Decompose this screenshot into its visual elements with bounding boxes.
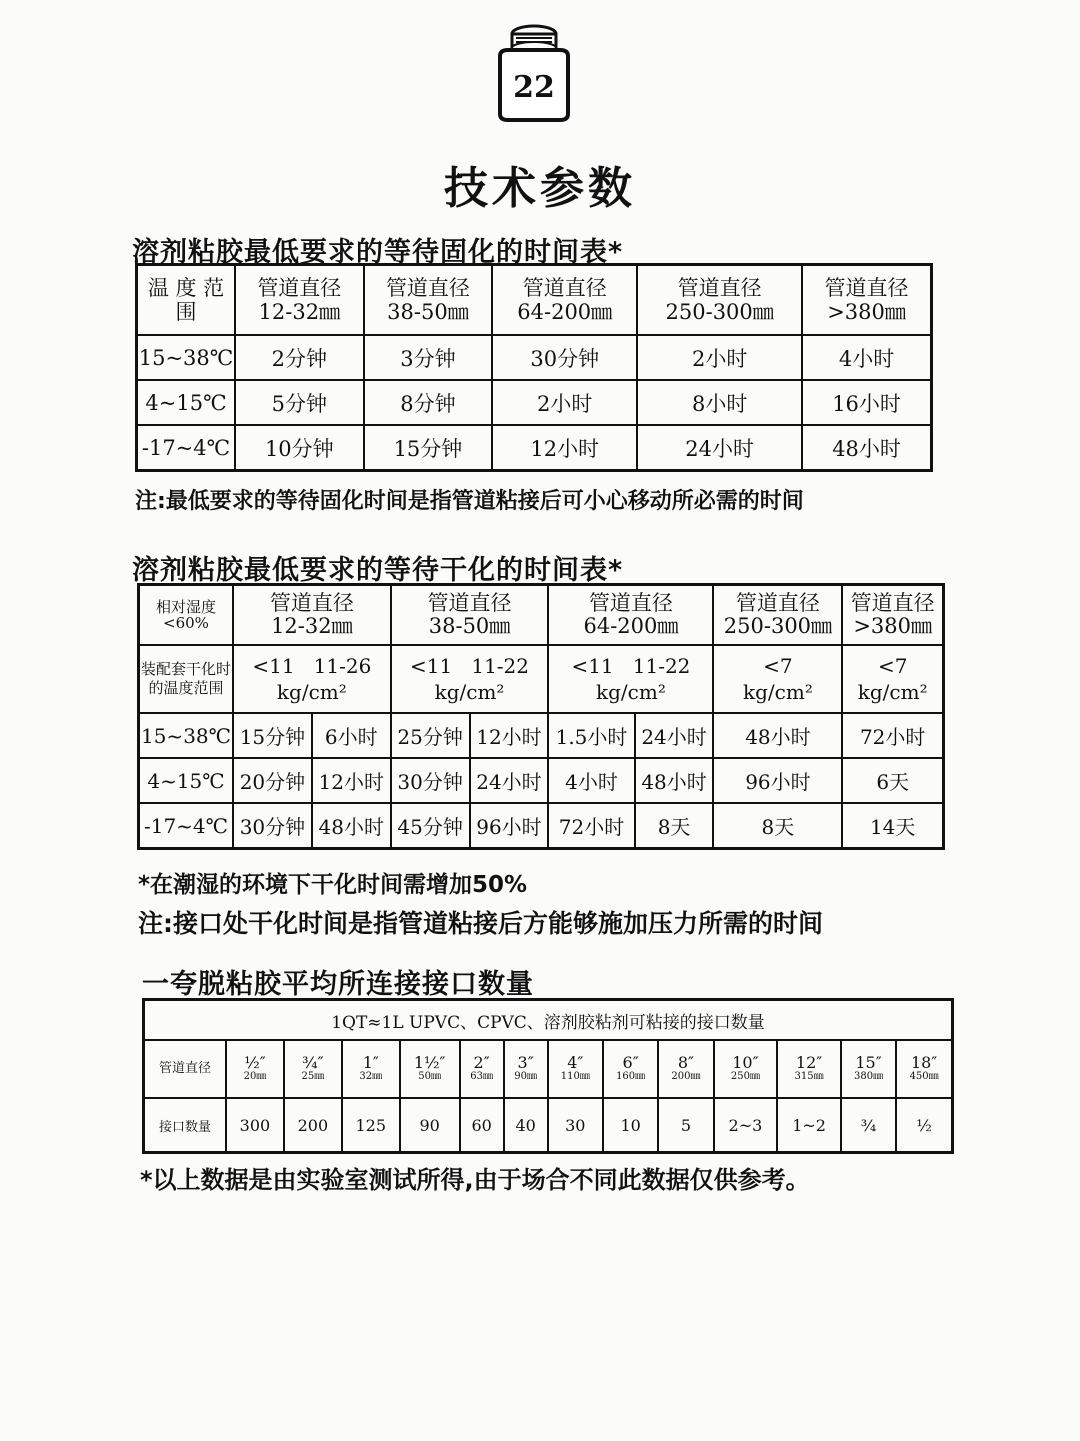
time-cell: 96小时 xyxy=(713,758,842,803)
table-row xyxy=(139,758,944,803)
time-cell: 10分钟 xyxy=(235,425,364,471)
time-cell: 72小时 xyxy=(548,803,634,849)
count-cell: 300 xyxy=(226,1098,284,1153)
time-cell: 5分钟 xyxy=(235,380,364,425)
time-cell: 48小时 xyxy=(312,803,391,849)
header-cell: 管道直径 >380㎜ xyxy=(842,585,943,646)
time-cell: 8天 xyxy=(635,803,714,849)
time-cell: 3分钟 xyxy=(364,335,493,380)
count-cell: 60 xyxy=(460,1098,504,1153)
footer-note: *以上数据是由实验室测试所得,由于场合不同此数据仅供参考。 xyxy=(140,1166,810,1194)
header-cell: 管道直径 38-50㎜ xyxy=(391,585,549,646)
diameter-cell: 3″ 90㎜ xyxy=(504,1040,548,1098)
diameter-cell: 18″ 450㎜ xyxy=(896,1040,952,1098)
time-cell: 20分钟 xyxy=(233,758,312,803)
time-cell: 15分钟 xyxy=(364,425,493,471)
time-cell: 15分钟 xyxy=(233,713,312,758)
table-row xyxy=(139,803,944,849)
time-cell: 2小时 xyxy=(637,335,802,380)
header-cell: 管道直径 12-32㎜ xyxy=(235,265,364,336)
time-cell: 48小时 xyxy=(713,713,842,758)
header-cell: 管道直径 12-32㎜ xyxy=(233,585,391,646)
pressure-cell: <7 kg/cm² xyxy=(713,645,842,713)
time-cell: 8分钟 xyxy=(364,380,493,425)
temp-cell: -17~4℃ xyxy=(139,803,234,849)
time-cell: 24小时 xyxy=(635,713,714,758)
count-cell: 2~3 xyxy=(714,1098,778,1153)
diameter-cell: ½″ 20㎜ xyxy=(226,1040,284,1098)
time-cell: 72小时 xyxy=(842,713,943,758)
count-cell: 1~2 xyxy=(777,1098,841,1153)
header-cell: 管道直径 64-200㎜ xyxy=(548,585,713,646)
time-cell: 24小时 xyxy=(470,758,549,803)
diameter-cell: 2″ 63㎜ xyxy=(460,1040,504,1098)
count-cell: 30 xyxy=(548,1098,603,1153)
count-cell: 125 xyxy=(342,1098,400,1153)
pressure-cell: <11 11-22 kg/cm² xyxy=(548,645,713,713)
count-cell: 90 xyxy=(400,1098,460,1153)
time-cell: 1.5小时 xyxy=(548,713,634,758)
row-label: 管道直径 xyxy=(144,1040,227,1098)
time-cell: 8天 xyxy=(713,803,842,849)
time-cell: 48小时 xyxy=(635,758,714,803)
count-cell: ½ xyxy=(896,1098,952,1153)
time-cell: 16小时 xyxy=(802,380,931,425)
dry-table-title: 溶剂粘胶最低要求的等待干化的时间表* xyxy=(132,555,624,586)
diameter-cell: 1″ 32㎜ xyxy=(342,1040,400,1098)
time-cell: 2小时 xyxy=(492,380,637,425)
cure-table-title: 溶剂粘胶最低要求的等待固化的时间表* xyxy=(132,237,624,268)
table-row xyxy=(139,713,944,758)
table-header-row xyxy=(139,585,944,646)
time-cell: 48小时 xyxy=(802,425,931,471)
temp-cell: 4~15℃ xyxy=(139,758,234,803)
diameter-cell: 12″ 315㎜ xyxy=(777,1040,841,1098)
corner-cell: 温 度 范 围 xyxy=(137,265,236,336)
table-header-row xyxy=(137,265,932,336)
humid-note: *在潮湿的环境下干化时间需增加50% xyxy=(138,872,528,898)
cure-note: 注:最低要求的等待固化时间是指管道粘接后可小心移动所必需的时间 xyxy=(135,489,804,514)
header-cell: 管道直径 250-300㎜ xyxy=(637,265,802,336)
table-row xyxy=(137,380,932,425)
time-cell: 4小时 xyxy=(548,758,634,803)
diameter-cell: 15″ 380㎜ xyxy=(841,1040,896,1098)
joint-count-table xyxy=(142,998,954,1154)
time-cell: 14天 xyxy=(842,803,943,849)
header-cell: 管道直径 250-300㎜ xyxy=(713,585,842,646)
table-caption: 1QT≈1L UPVC、CPVC、溶剂胶粘剂可粘接的接口数量 xyxy=(144,1000,953,1041)
pressure-row xyxy=(139,645,944,713)
table-row xyxy=(137,335,932,380)
diameter-cell: 4″ 110㎜ xyxy=(548,1040,603,1098)
header-cell: 管道直径 >380㎜ xyxy=(802,265,931,336)
corner-cell: 相对湿度 <60% xyxy=(139,585,234,646)
count-row xyxy=(144,1098,953,1153)
pressure-label: 装配套干化时的温度范围 xyxy=(139,645,234,713)
diameter-cell: 10″ 250㎜ xyxy=(714,1040,778,1098)
pressure-cell: <11 11-22 kg/cm² xyxy=(391,645,549,713)
diameter-cell: ¾″ 25㎜ xyxy=(284,1040,342,1098)
temp-cell: -17~4℃ xyxy=(137,425,236,471)
time-cell: 4小时 xyxy=(802,335,931,380)
time-cell: 96小时 xyxy=(470,803,549,849)
row-label: 接口数量 xyxy=(144,1098,227,1153)
count-cell: 200 xyxy=(284,1098,342,1153)
time-cell: 24小时 xyxy=(637,425,802,471)
count-cell: 5 xyxy=(658,1098,713,1153)
time-cell: 6天 xyxy=(842,758,943,803)
pressure-cell: <7 kg/cm² xyxy=(842,645,943,713)
diameter-cell: 6″ 160㎜ xyxy=(603,1040,658,1098)
page-title: 技术参数 xyxy=(444,163,636,214)
temp-cell: 4~15℃ xyxy=(137,380,236,425)
time-cell: 2分钟 xyxy=(235,335,364,380)
joint-table-title: 一夸脱粘胶平均所连接接口数量 xyxy=(142,969,534,1000)
temp-cell: 15~38℃ xyxy=(139,713,234,758)
dry-note: 注:接口处干化时间是指管道粘接后方能够施加压力所需的时间 xyxy=(138,909,823,938)
caption-row xyxy=(144,1000,953,1041)
time-cell: 30分钟 xyxy=(233,803,312,849)
time-cell: 45分钟 xyxy=(391,803,470,849)
count-cell: 10 xyxy=(603,1098,658,1153)
time-cell: 25分钟 xyxy=(391,713,470,758)
time-cell: 12小时 xyxy=(492,425,637,471)
page-number: 22 xyxy=(513,70,555,105)
count-cell: ¾ xyxy=(841,1098,896,1153)
dry-time-table xyxy=(137,583,945,850)
header-cell: 管道直径 64-200㎜ xyxy=(492,265,637,336)
temp-cell: 15~38℃ xyxy=(137,335,236,380)
table-row xyxy=(137,425,932,471)
diameter-cell: 1½″ 50㎜ xyxy=(400,1040,460,1098)
cure-time-table xyxy=(135,263,933,472)
count-cell: 40 xyxy=(504,1098,548,1153)
diameter-cell: 8″ 200㎜ xyxy=(658,1040,713,1098)
time-cell: 30分钟 xyxy=(391,758,470,803)
time-cell: 6小时 xyxy=(312,713,391,758)
header-cell: 管道直径 38-50㎜ xyxy=(364,265,493,336)
diameter-row xyxy=(144,1040,953,1098)
pressure-cell: <11 11-26 kg/cm² xyxy=(233,645,391,713)
time-cell: 12小时 xyxy=(470,713,549,758)
time-cell: 8小时 xyxy=(637,380,802,425)
time-cell: 30分钟 xyxy=(492,335,637,380)
time-cell: 12小时 xyxy=(312,758,391,803)
page-badge xyxy=(494,22,574,124)
